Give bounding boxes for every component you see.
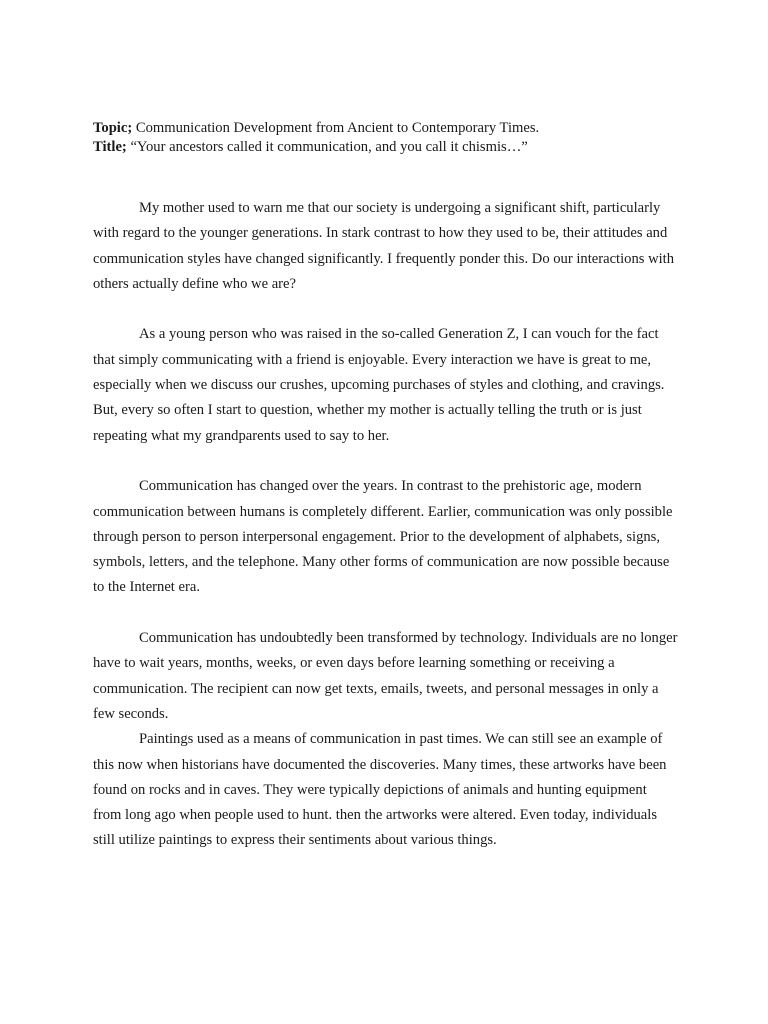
title-label: Title; <box>93 139 127 155</box>
essay-body <box>93 196 678 854</box>
paragraph-1: My mother used to warn me that our society is undergoing a significant shift, particularly with regard to the younger generations. In stark contrast to how they used to be, their attitudes and communication styles have changed significantly. I frequently ponder this. Do our interactions with others actually define who we are? <box>93 200 675 292</box>
paragraph-2: As a young person who was raised in the so-called Generation Z, I can vouch for the fact that simply communicating with a friend is enjoyable. Every interaction we have is great to me, especially when we discuss our crushes, upcoming purchases of styles and clothing, and cravings. But, every so often I start to question, whether my mother is actually telling the truth or is just repeating what my grandparents used to say to her. <box>93 326 665 444</box>
paragraph-4: Communication has undoubtedly been transformed by technology. Individuals are no longer have to wait years, months, weeks, or even days before learning something or receiving a communication. The recipient can now get texts, emails, tweets, and personal messages in only a few seconds. <box>93 630 678 722</box>
topic-line <box>93 119 693 138</box>
title-line <box>93 138 693 157</box>
paragraph-5: Paintings used as a means of communication in past times. We can still see an example of this now when historians have documented the discoveries. Many times, these artworks have been found on rocks and in caves. They were typically depictions of animals and hunting equipment from long ago when people used to hunt. then the artworks were altered. Even today, individuals still utilize paintings to express their sentiments about various things. <box>93 731 667 849</box>
document-header <box>93 119 693 157</box>
topic-text: Communication Development from Ancient to Contemporary Times. <box>135 120 540 136</box>
topic-label: Topic; <box>93 120 133 136</box>
paragraph-3: Communication has changed over the years. In contrast to the prehistoric age, modern communication between humans is completely different. Earlier, communication was only possible through person to person interpersonal engagement. Prior to the development of alphabets, signs, symbols, letters, and the telephone. Many other forms of communication are now possible because to the Internet era. <box>93 478 673 596</box>
title-text: “Your ancestors called it communication, and you call it chismis…” <box>130 139 528 155</box>
